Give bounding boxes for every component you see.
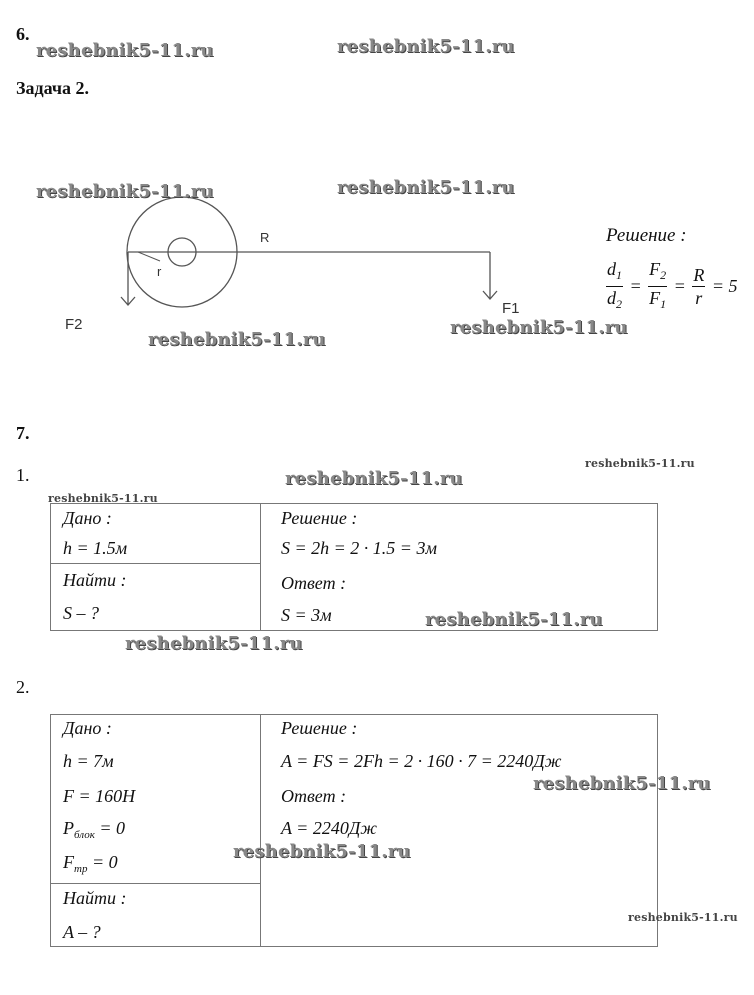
watermark: reshebnik5-11.ru bbox=[36, 40, 214, 61]
section-7-number: 7. bbox=[16, 423, 30, 443]
watermark: reshebnik5-11.ru bbox=[148, 329, 326, 350]
label-r: r bbox=[157, 264, 162, 279]
label-R: R bbox=[260, 230, 270, 245]
p1-answer-heading: Ответ : bbox=[281, 573, 347, 593]
solution-6-formula: $\frac{d_1}{d_2}$ = $\frac{F_2}{F_1}$ = $\frac{R}{r}$ = 5 bbox=[607, 259, 738, 311]
p1-find: S – ? bbox=[63, 603, 99, 623]
p2-solution-heading: Решение : bbox=[281, 718, 358, 738]
section-6-number: 6. bbox=[16, 24, 30, 44]
problem-2-number: 2. bbox=[16, 677, 30, 697]
watermark: reshebnik5-11.ru bbox=[48, 492, 158, 505]
p1-solution: S = 2h = 2 · 1.5 = 3м bbox=[281, 538, 437, 558]
solution-6-heading: Решение : bbox=[606, 225, 687, 246]
p1-solution-heading: Решение : bbox=[281, 508, 358, 528]
watermark: reshebnik5-11.ru bbox=[285, 468, 463, 489]
p2-find: A – ? bbox=[63, 922, 101, 942]
label-F1: F1 bbox=[502, 300, 520, 317]
p2-answer-heading: Ответ : bbox=[281, 786, 347, 806]
problem-1-number: 1. bbox=[16, 465, 30, 485]
p2-find-heading: Найти : bbox=[63, 888, 127, 908]
p1-given: h = 1.5м bbox=[63, 538, 128, 558]
watermark: reshebnik5-11.ru bbox=[533, 773, 711, 794]
lever-pulley-diagram bbox=[0, 195, 520, 345]
p2-given-Ftr: $F_{тр} = 0$ bbox=[63, 852, 118, 875]
watermark: reshebnik5-11.ru bbox=[425, 609, 603, 630]
p2-given-h: h = 7м bbox=[63, 751, 114, 771]
p1-given-heading: Дано : bbox=[63, 508, 112, 528]
watermark: reshebnik5-11.ru bbox=[125, 633, 303, 654]
watermark: reshebnik5-11.ru bbox=[337, 36, 515, 57]
p2-given-P: $P_{блок} = 0$ bbox=[63, 818, 125, 841]
watermark: reshebnik5-11.ru bbox=[36, 181, 214, 202]
watermark: reshebnik5-11.ru bbox=[233, 841, 411, 862]
watermark: reshebnik5-11.ru bbox=[450, 317, 628, 338]
task-title: Задача 2. bbox=[16, 78, 90, 98]
p1-find-heading: Найти : bbox=[63, 570, 127, 590]
p2-answer: A = 2240Дж bbox=[281, 818, 378, 838]
watermark: reshebnik5-11.ru bbox=[585, 457, 695, 470]
label-F2: F2 bbox=[65, 316, 83, 333]
watermark: reshebnik5-11.ru bbox=[628, 911, 738, 924]
p2-given-F: F = 160Н bbox=[63, 786, 136, 806]
p2-given-heading: Дано : bbox=[63, 718, 112, 738]
p1-answer: S = 3м bbox=[281, 605, 332, 625]
watermark: reshebnik5-11.ru bbox=[337, 177, 515, 198]
p2-solution: A = FS = 2Fh = 2 · 160 · 7 = 2240Дж bbox=[281, 751, 562, 771]
